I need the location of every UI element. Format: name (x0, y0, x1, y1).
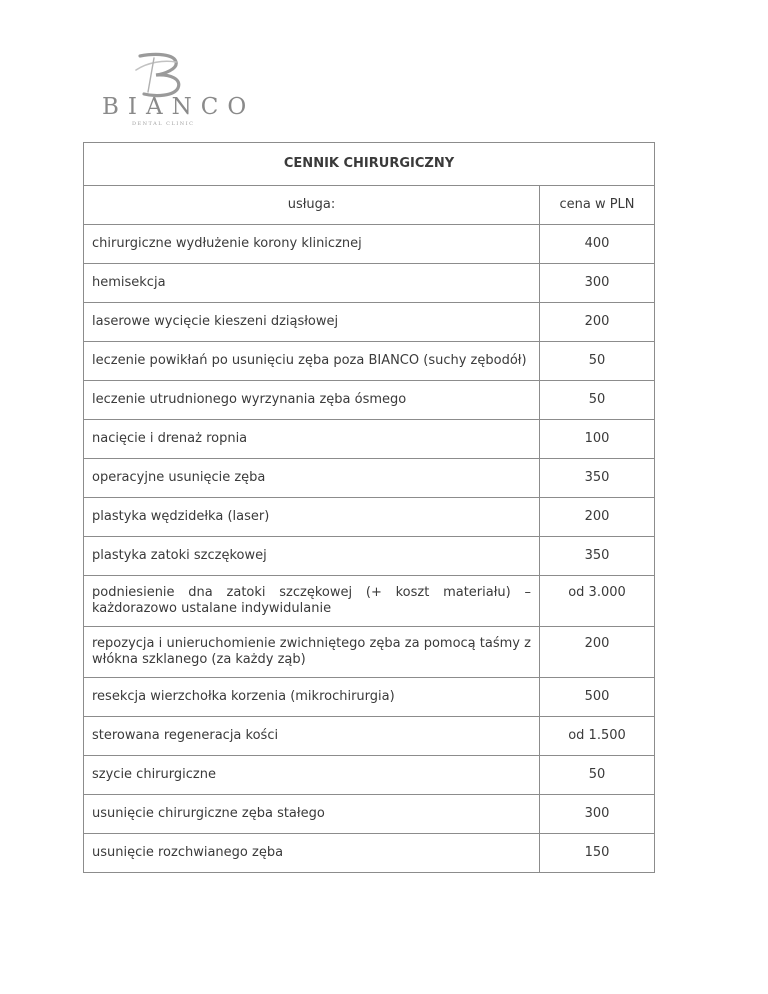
price-cell: 200 (540, 627, 655, 678)
table-row (84, 420, 655, 459)
price-table (83, 142, 655, 873)
price-cell: od 3.000 (540, 576, 655, 627)
price-cell: 500 (540, 678, 655, 717)
table-row (84, 678, 655, 717)
table-row (84, 834, 655, 873)
table-row (84, 342, 655, 381)
table-row (84, 303, 655, 342)
table-title-row (84, 143, 655, 186)
price-cell: 50 (540, 756, 655, 795)
header-service: usługa: (84, 186, 540, 225)
service-cell: chirurgiczne wydłużenie korony klinicznej (84, 225, 540, 264)
table-title: CENNIK CHIRURGICZNY (84, 143, 655, 186)
price-cell: 150 (540, 834, 655, 873)
service-cell: nacięcie i drenaż ropnia (84, 420, 540, 459)
service-cell: szycie chirurgiczne (84, 756, 540, 795)
price-cell: 300 (540, 795, 655, 834)
service-cell: laserowe wycięcie kieszeni dziąsłowej (84, 303, 540, 342)
service-cell: plastyka zatoki szczękowej (84, 537, 540, 576)
service-cell: operacyjne usunięcie zęba (84, 459, 540, 498)
table-row (84, 537, 655, 576)
price-cell: 350 (540, 537, 655, 576)
service-cell: resekcja wierzchołka korzenia (mikrochirurgia) (84, 678, 540, 717)
price-cell: 100 (540, 420, 655, 459)
price-cell: 400 (540, 225, 655, 264)
table-row (84, 756, 655, 795)
table-row (84, 498, 655, 537)
service-cell: usunięcie rozchwianego zęba (84, 834, 540, 873)
table-row (84, 627, 655, 678)
table-row (84, 264, 655, 303)
table-row (84, 225, 655, 264)
table-row (84, 717, 655, 756)
service-cell: leczenie powikłań po usunięciu zęba poza BIANCO (suchy zębodół) (84, 342, 540, 381)
service-cell: plastyka wędzidełka (laser) (84, 498, 540, 537)
service-cell: sterowana regeneracja kości (84, 717, 540, 756)
price-cell: 350 (540, 459, 655, 498)
price-cell: 200 (540, 498, 655, 537)
service-cell: hemisekcja (84, 264, 540, 303)
table-row (84, 795, 655, 834)
table-row (84, 576, 655, 627)
price-cell: od 1.500 (540, 717, 655, 756)
price-cell: 200 (540, 303, 655, 342)
service-cell: repozycja i unieruchomienie zwichniętego zęba za pomocą taśmy z włókna szklanego (za każdy ząb) (84, 627, 540, 678)
price-cell: 50 (540, 342, 655, 381)
service-cell: leczenie utrudnionego wyrzynania zęba ósmego (84, 381, 540, 420)
table-row (84, 381, 655, 420)
service-cell: podniesienie dna zatoki szczękowej (+ koszt materiału) – każdorazowo ustalane indywidulanie (84, 576, 540, 627)
clinic-logo (96, 52, 256, 130)
price-cell: 50 (540, 381, 655, 420)
logo-subtitle: DENTAL CLINIC (132, 121, 195, 127)
stylized-b-icon (134, 52, 194, 98)
logo-wordmark: BIANCO (102, 94, 256, 120)
price-cell: 300 (540, 264, 655, 303)
header-price: cena w PLN (540, 186, 655, 225)
service-cell: usunięcie chirurgiczne zęba stałego (84, 795, 540, 834)
table-header-row (84, 186, 655, 225)
table-row (84, 459, 655, 498)
